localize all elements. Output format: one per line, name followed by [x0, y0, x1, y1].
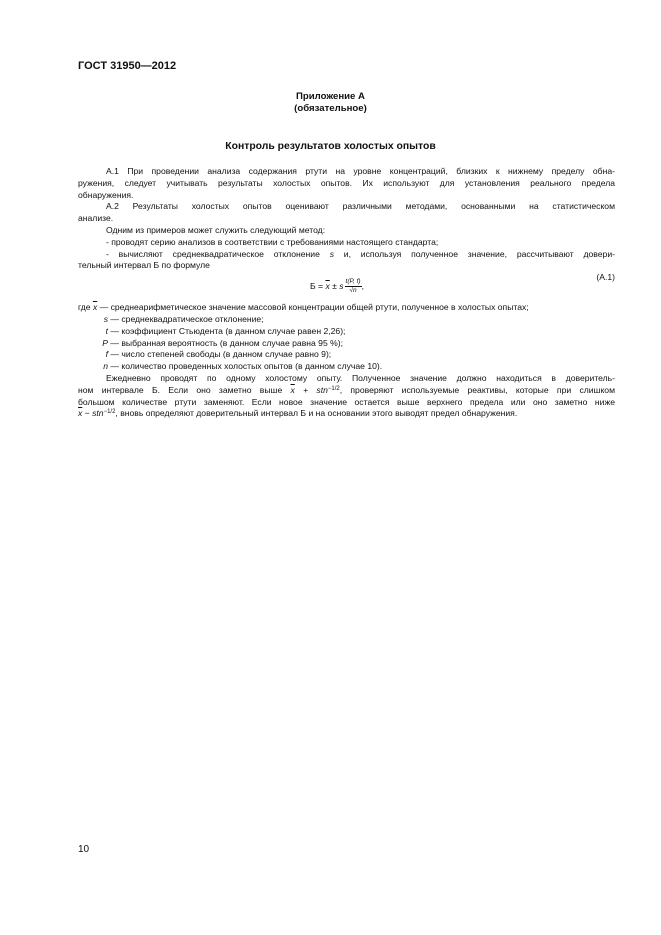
- formula-expression: [310, 278, 364, 295]
- definition-symbol: f: [105, 349, 108, 360]
- text-line: [78, 385, 615, 397]
- text-line: ружения, следует учитывать результаты холостых опытов. Их используют для установления реального предела: [78, 177, 615, 188]
- formula-tail: ,: [361, 280, 364, 291]
- definition-text: — число степеней свободы (в данном случае равно 9);: [108, 349, 332, 360]
- inline-formula: [291, 385, 328, 395]
- formula-rest: + stn: [294, 384, 328, 395]
- text-line: [78, 249, 615, 261]
- formula-superscript: −1/2: [103, 409, 116, 416]
- annex-title: Приложение А: [296, 91, 365, 102]
- document-header: ГОСТ 31950—2012: [78, 60, 177, 72]
- formula-denominator: √n: [349, 287, 357, 295]
- definition-text: — среднеарифметическое значение массовой концентрации общей ртути, полученное в холостых опытах;: [97, 302, 529, 313]
- text-span: и, используя полученное значение, рассчитывают довери-: [333, 248, 615, 259]
- formula-lhs: Б =: [310, 280, 326, 291]
- paragraph-a2: [78, 201, 615, 225]
- example-intro: Одним из примеров может служить следующий метод:: [106, 224, 326, 235]
- definition-item: [78, 361, 615, 373]
- text-line: анализе.: [78, 213, 114, 224]
- definition-symbol: t: [105, 325, 108, 336]
- text-line: большом количестве ртути заменяют. Если новое значение остается выше верхнего предела или оно заметно ниже: [78, 396, 615, 407]
- definition-item: [78, 326, 615, 338]
- text-span: , вновь определяют доверительный интервал Б и на основании этого выводят предел обнаружения.: [115, 408, 518, 419]
- formula-a1: [78, 272, 615, 302]
- method-step-2: [78, 249, 615, 273]
- definitions-list: [78, 302, 615, 373]
- equation-number: (А.1): [596, 272, 615, 283]
- text-span: , проверяют используемые реактивы, которые при слишком: [339, 384, 615, 395]
- text-line: обнаружения.: [78, 189, 134, 200]
- text-span: - вычисляют среднеквадратическое отклонение: [106, 248, 330, 259]
- definition-symbol: P: [102, 337, 108, 348]
- text-span: ном интервале Б. Если оно заметно выше: [78, 384, 291, 395]
- method-step-1: - проводят серию анализов в соответствии с требованиями настоящего стандарта;: [106, 236, 439, 247]
- annex-status: (обязательное): [294, 103, 367, 114]
- text-line: А.2 Результаты холостых опытов оценивают различными методами, основанными на статистическом: [106, 201, 615, 212]
- definition-symbol: $\overline{x}$: [92, 302, 98, 313]
- formula-plus-minus: ±: [329, 280, 340, 291]
- text-line: Ежедневно проводят по одному холостому опыту. Полученное значение должно находиться в доверитель-: [106, 372, 615, 383]
- daily-check-paragraph: [78, 373, 615, 420]
- formula-xbar: $\overline{x}$: [325, 280, 330, 291]
- formula-rest: − stn: [82, 408, 104, 419]
- definition-item: [78, 302, 615, 314]
- formula-superscript: −1/2: [327, 385, 340, 392]
- page-number: 10: [78, 844, 90, 855]
- xbar-symbol: $\overline{x}$: [78, 408, 83, 419]
- document-body: [78, 166, 615, 420]
- definition-text: — выбранная вероятность (в данном случае равна 95 %);: [108, 337, 344, 348]
- text-line: А.1 При проведении анализа содержания ртути на уровне концентраций, близких к нижнему пределу обна-: [106, 166, 615, 176]
- definition-symbol: n: [103, 361, 108, 372]
- definition-text: — коэффициент Стьюдента (в данном случае равен 2,26);: [108, 325, 346, 336]
- definition-item: [78, 338, 615, 350]
- formula-s: s: [339, 280, 344, 291]
- definition-item: [78, 349, 615, 361]
- paragraph-a1: [78, 166, 615, 201]
- inline-formula: [78, 408, 104, 418]
- section-heading: Контроль результатов холостых опытов: [225, 141, 436, 152]
- definition-text: — среднеквадратическое отклонение;: [108, 313, 264, 324]
- definition-symbol: s: [103, 313, 108, 324]
- text-line: [78, 408, 615, 420]
- formula-numerator: t(P, f): [345, 278, 361, 286]
- symbol-s: s: [329, 248, 334, 259]
- text-line: тельный интервал Б по формуле: [78, 260, 210, 271]
- xbar-symbol: $\overline{x}$: [290, 384, 295, 395]
- where-label: где: [78, 302, 91, 313]
- formula-fraction: [345, 278, 362, 295]
- definition-item: [78, 314, 615, 326]
- definition-text: — количество проведенных холостых опытов (в данном случае 10).: [108, 361, 383, 372]
